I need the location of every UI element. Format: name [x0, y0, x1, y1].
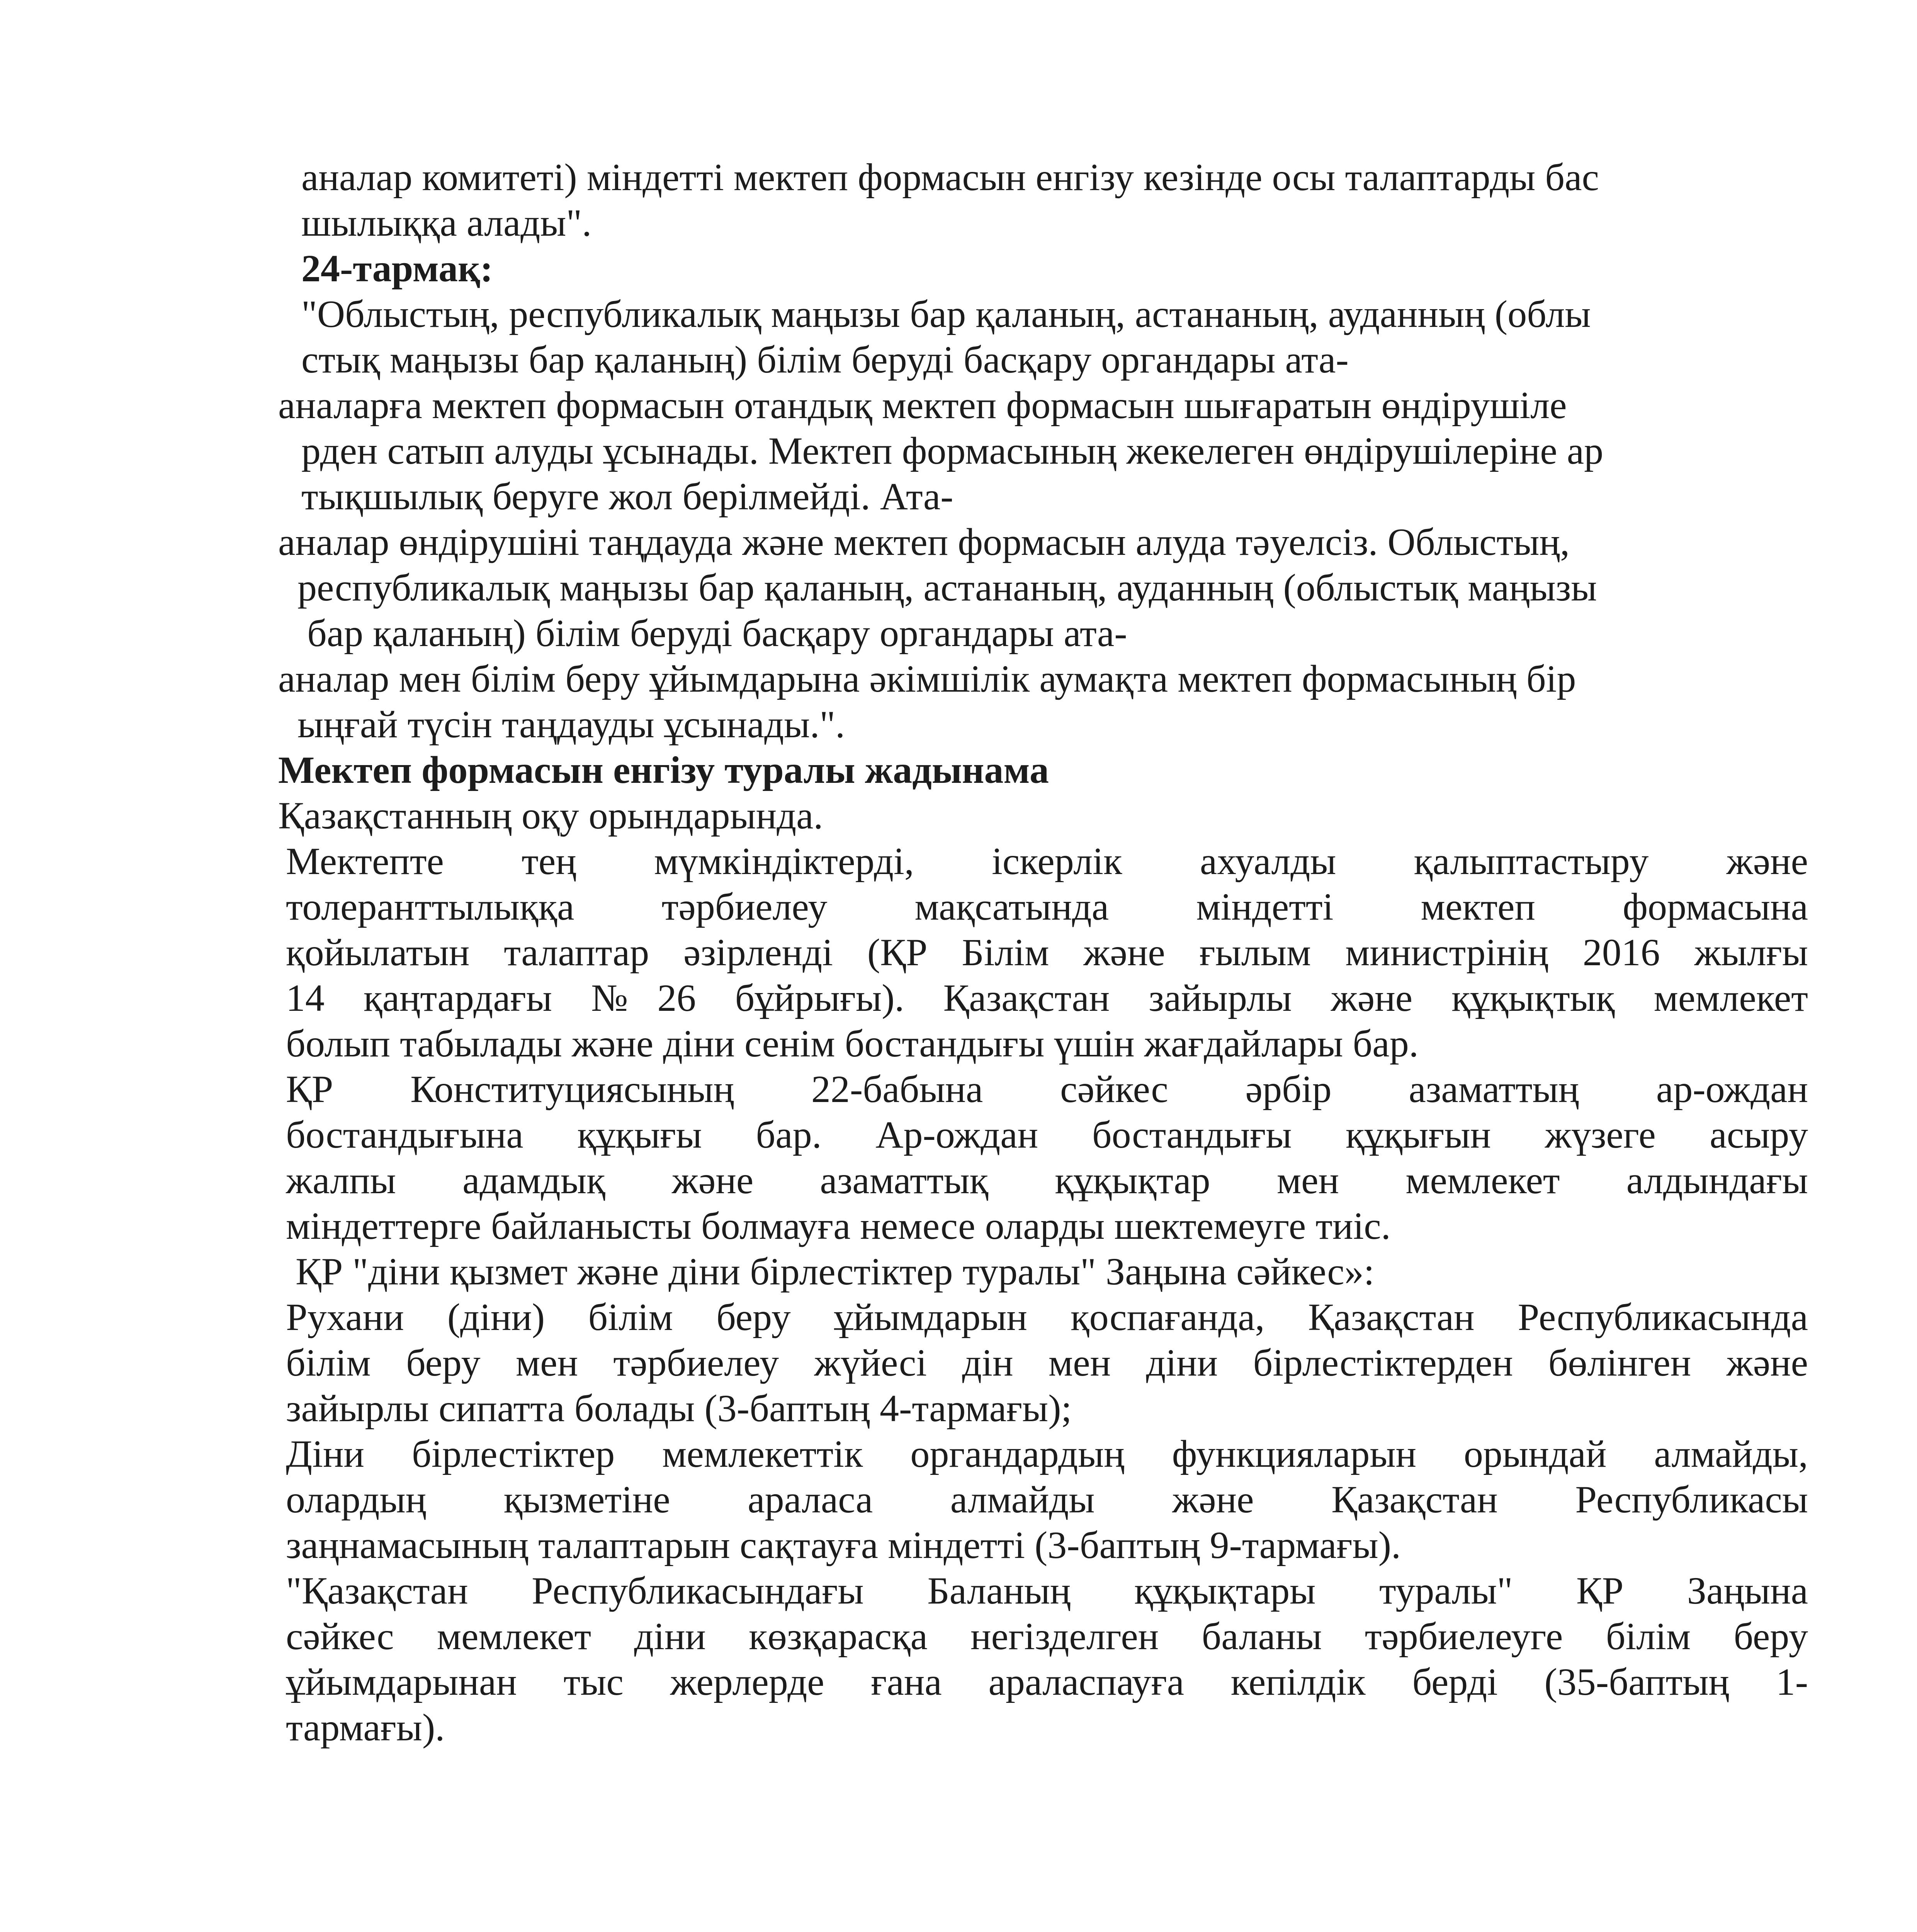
text-line: республикалық маңызы бар қаланың, астананың, ауданның (облыстық маңызы: [297, 566, 1597, 609]
document-page: [278, 155, 1808, 1750]
section-heading: 24-тармақ:: [301, 247, 493, 290]
text-line: ұйымдарынан тыс жерлерде ғана араласпауға кепілдік берді (35-баптың 1-: [286, 1660, 1808, 1703]
text-line: Рухани (діни) білім беру ұйымдарын қоспағанда, Қазақстан Республикасында: [286, 1296, 1808, 1338]
text-line: жалпы адамдық және азаматтық құқықтар мен мемлекет алдындағы: [286, 1159, 1808, 1202]
text-line: ыңғай түсін таңдауды ұсынады.".: [297, 703, 845, 746]
text-line: зайырлы сипатта болады (3-баптың 4-тармағы);: [286, 1387, 1072, 1430]
text-line: тықшылық беруге жол берілмейді. Ата-: [301, 475, 953, 518]
text-line: рден сатып алуды ұсынады. Мектеп формасының жекелеген өндірушілеріне ар: [301, 429, 1604, 472]
text-line: Мектепте тең мүмкіндіктерді, іскерлік ахуалды қалыптастыру және: [286, 840, 1808, 883]
text-line: сәйкес мемлекет діни көзқарасқа негізделген баланы тәрбиелеуге білім беру: [286, 1615, 1808, 1658]
text-line: қойылатын талаптар әзірленді (ҚР Білім және ғылым министрінің 2016 жылғы: [286, 931, 1808, 974]
text-line: Діни бірлестіктер мемлекеттік органдардың функцияларын орындай алмайды,: [286, 1432, 1808, 1475]
text-line: міндеттерге байланысты болмауға немесе оларды шектемеуге тиіс.: [286, 1204, 1391, 1247]
text-line: бостандығына құқығы бар. Ар-ождан бостандығы құқығын жүзеге асыру: [286, 1113, 1808, 1156]
text-line: "Қазақстан Республикасындағы Баланың құқықтары туралы" ҚР Заңына: [286, 1569, 1808, 1612]
text-line: болып табылады және діни сенім бостандығы үшін жағдайлары бар.: [286, 1022, 1419, 1065]
text-line: аналар өндірушіні таңдауда және мектеп формасын алуда тәуелсіз. Облыстың,: [278, 520, 1570, 563]
text-line: Қазақстанның оқу орындарында.: [278, 794, 823, 837]
text-line: шылыққа алады".: [301, 201, 592, 244]
text-line: білім беру мен тәрбиелеу жүйесі дін мен діни бірлестіктерден бөлінген және: [286, 1341, 1808, 1384]
text-line: ҚР Конституциясының 22-бабына сәйкес әрбір азаматтың ар-ождан: [286, 1068, 1808, 1111]
text-line: стық маңызы бар қаланың) білім беруді басқару органдары ата-: [301, 338, 1349, 381]
text-line: тармағы).: [286, 1706, 445, 1749]
text-line: аналар комитеті) міндетті мектеп формасын енгізу кезінде осы талаптарды бас: [301, 156, 1599, 199]
text-line: аналар мен білім беру ұйымдарына әкімшілік аумақта мектеп формасының бір: [278, 657, 1576, 700]
text-line: 14 қаңтардағы №26 бұйрығы). Қазақстан зайырлы және құқықтық мемлекет: [286, 976, 1808, 1019]
text-line: заңнамасының талаптарын сақтауға міндетті (3-баптың 9-тармағы).: [286, 1524, 1401, 1566]
text-line: аналарға мектеп формасын отандық мектеп формасын шығаратын өндірушіле: [278, 384, 1567, 427]
text-line: олардың қызметіне араласа алмайды және Қазақстан Республикасы: [286, 1478, 1808, 1521]
text-line: толеранттылыққа тәрбиелеу мақсатында міндетті мектеп формасына: [286, 885, 1808, 928]
text-line: бар қаланың) білім беруді басқару органдары ата-: [297, 612, 1127, 655]
memo-title: Мектеп формасын енгізу туралы жадынама: [278, 748, 1049, 791]
text-line: "Облыстың, республикалық маңызы бар қаланың, астананың, ауданның (облы: [301, 293, 1591, 335]
text-line: ҚР "діни қызмет және діни бірлестіктер туралы" Заңына сәйкес»:: [286, 1250, 1375, 1293]
